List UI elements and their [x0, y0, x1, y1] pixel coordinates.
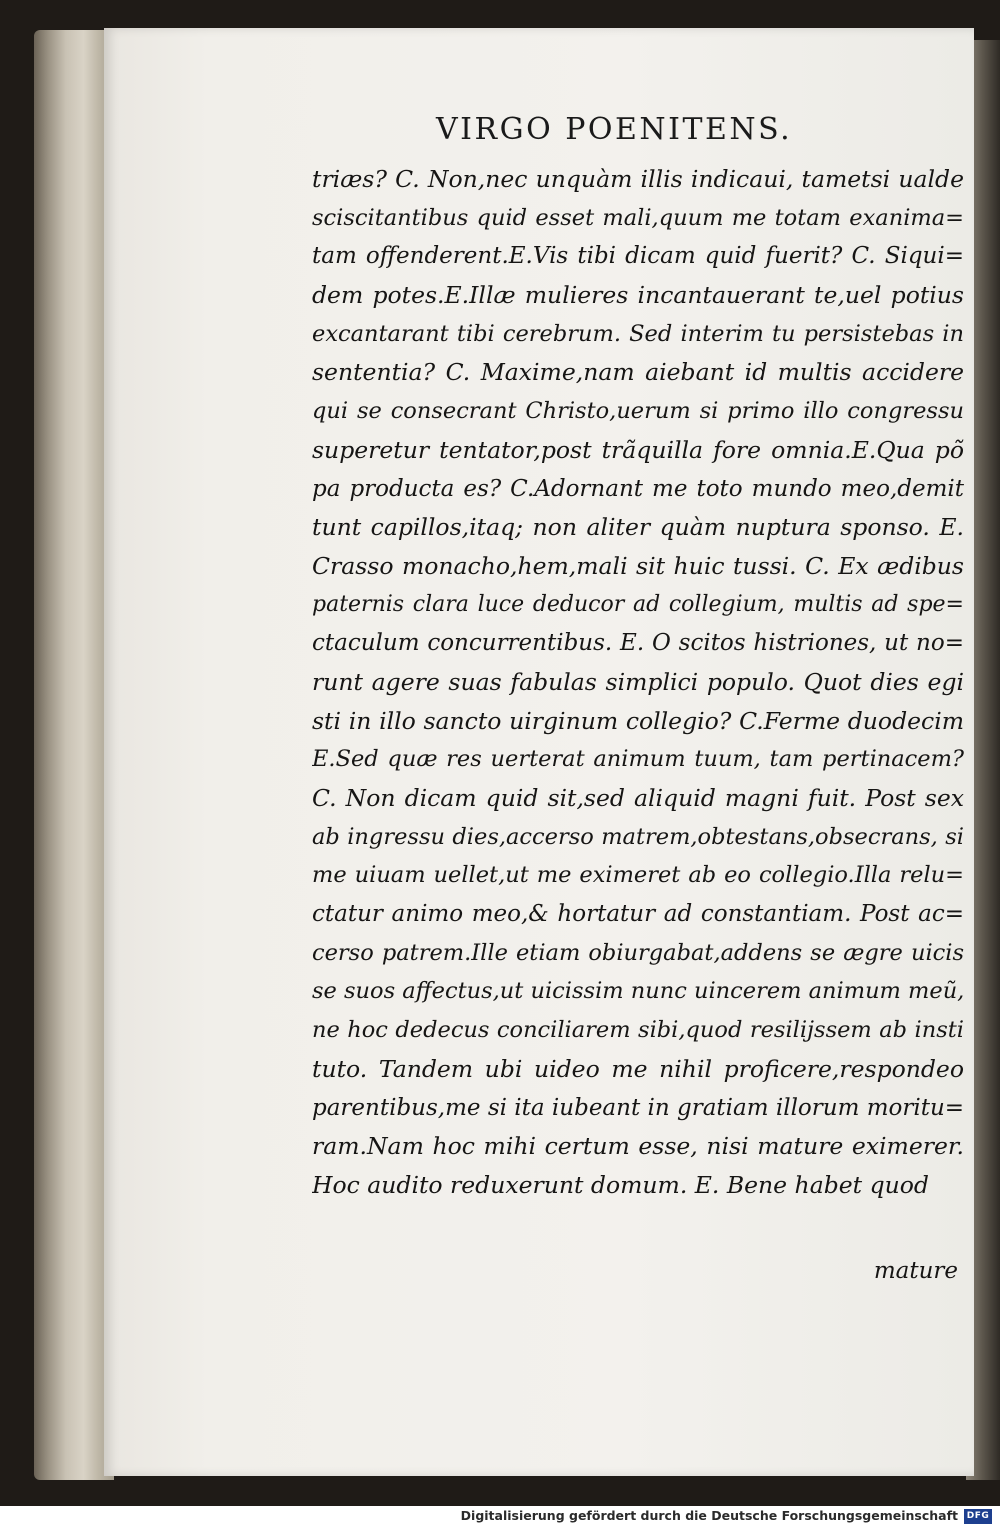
text-line: paternis clara luce deducor ad collegium, multis ad spe=: [312, 591, 964, 617]
text-line: Hoc audito reduxerunt domum. E. Bene habet quod: [312, 1170, 929, 1199]
catchword: mature: [873, 1258, 958, 1284]
text-line: me uiuam uellet,ut me eximeret ab eo collegio.Illa relu=: [312, 862, 964, 889]
text-line: E.Sed quæ res uerterat animum tuum, tam pertinacem?: [312, 746, 964, 773]
text-block: [312, 160, 964, 1205]
text-line: parentibus,me si ita iubeant in gratiam illorum moritu=: [312, 1094, 964, 1121]
text-line: runt agere suas fabulas simplici populo. Quot dies egi: [312, 667, 964, 696]
text-line: cerso patrem.Ille etiam obiurgabat,addens se ægre uicis: [312, 939, 964, 966]
text-line: ram.Nam hoc mihi certum esse, nisi mature eximerer.: [312, 1132, 964, 1161]
text-line: tuto. Tandem ubi uideo me nihil proficere,respondeo: [312, 1054, 964, 1083]
running-head: VIRGO POENITENS.: [436, 112, 793, 147]
page-edges-left: [34, 30, 114, 1480]
text-line: excantarant tibi cerebrum. Sed interim tu persistebas in: [312, 320, 964, 347]
text-line: pa producta es? C.Adornant me toto mundo meo,demit: [312, 475, 964, 502]
text-line: qui se consecrant Christo,uerum si primo illo congressu: [312, 398, 964, 425]
text-line: ctaculum concurrentibus. E. O scitos histriones, ut no=: [312, 630, 964, 657]
text-line: dem potes.E.Illæ mulieres incantauerant te,uel potius: [312, 281, 964, 310]
text-line: Crasso monacho,hem,mali sit huic tussi. C. Ex ædibus: [312, 551, 964, 580]
footer-attribution: Digitalisierung gefördert durch die Deutsche Forschungsgemeinschaft: [460, 1508, 958, 1523]
text-line: ab ingressu dies,accerso matrem,obtestans,obsecrans, si: [312, 823, 964, 850]
text-line: ne hoc dedecus conciliarem sibi,quod resilijssem ab insti: [312, 1017, 964, 1044]
text-line: sententia? C. Maxime,nam aiebant id multis accidere: [312, 358, 964, 387]
text-line: C. Non dicam quid sit,sed aliquid magni fuit. Post sex: [312, 784, 964, 812]
text-line: triæs? C. Non,nec unquàm illis indicaui, tametsi ualde: [312, 165, 964, 193]
footer-bar: [0, 1506, 1000, 1529]
text-line: se suos affectus,ut uicissim nunc uincerem animum meũ,: [312, 978, 964, 1005]
text-line: ctatur animo meo,& hortatur ad constantiam. Post ac=: [312, 901, 964, 928]
text-line: sti in illo sancto uirginum collegio? C.Ferme duodecim: [312, 706, 964, 735]
text-line: sciscitantibus quid esset mali,quum me totam exanima=: [312, 204, 964, 231]
text-line: tunt capillos,itaq; non aliter quàm nuptura sponso. E.: [312, 513, 964, 542]
text-line: tam offenderent.E.Vis tibi dicam quid fuerit? C. Siqui=: [312, 243, 964, 270]
dfg-logo-icon: DFG: [964, 1509, 992, 1524]
text-line: superetur tentator,post trãquilla fore omnia.E.Qua põ: [312, 435, 964, 464]
